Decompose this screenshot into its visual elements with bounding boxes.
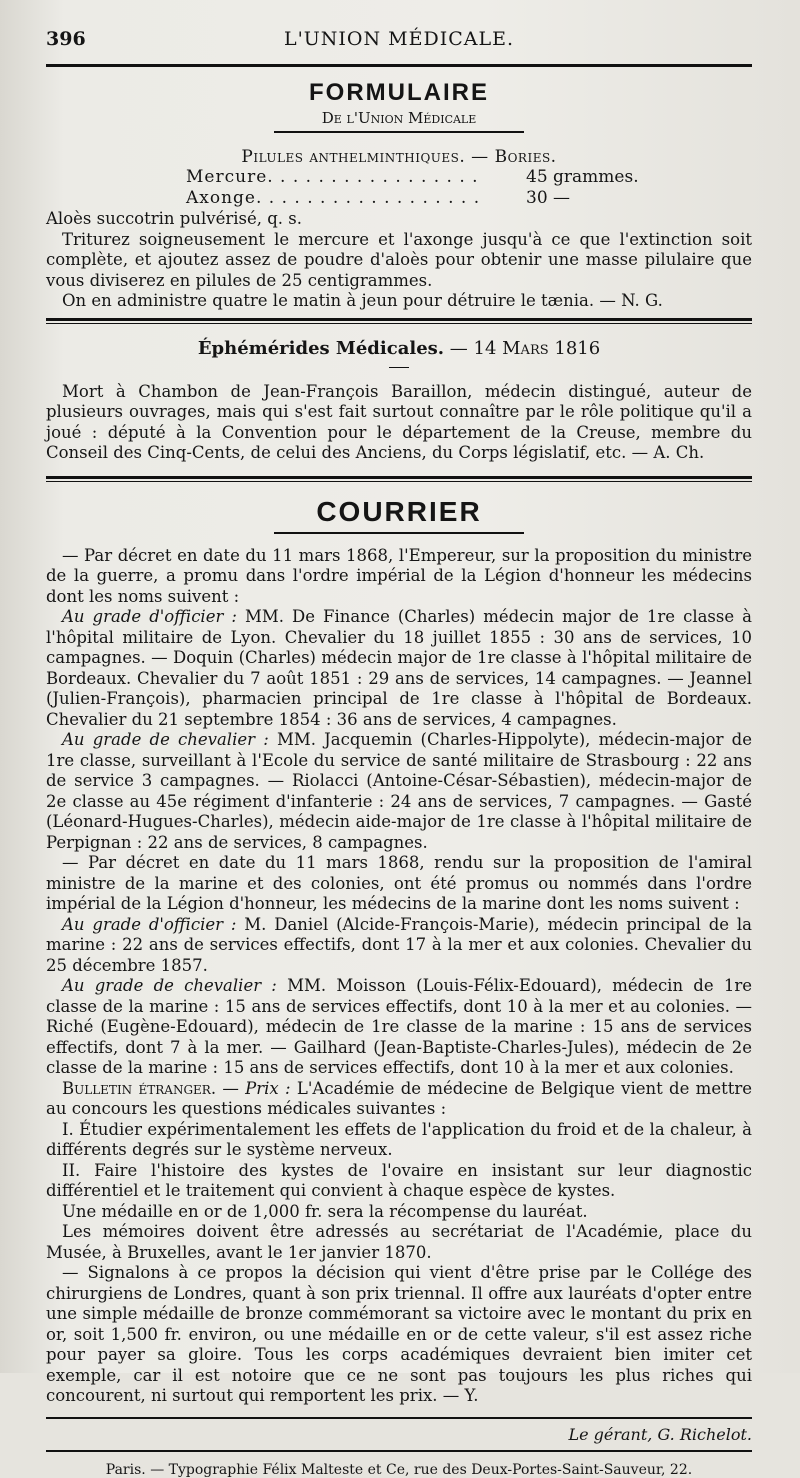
bulletin-text: L'Académie de médecine de Belgique vient de mettre au concours les questions médicales suivantes : [46, 1078, 753, 1118]
footer-rule [46, 1417, 752, 1419]
grade-text: M. Daniel (Alcide-François-Marie), médecin principal de la marine : 22 ans de services effectifs, dont 17 à la mer et aux colonies. Chevalier du 25 décembre 1857. [46, 914, 752, 975]
grade-label: Au grade d'officier : [62, 607, 237, 626]
decree2-chevalier [46, 976, 752, 1079]
question-2: II. Faire l'histoire des kystes de l'ovaire en insistant sur leur diagnostic différentiel et le traitement qui convient à chaque espèce de kystes. [46, 1160, 752, 1200]
formulaire-subtitle: De l'Union Médicale [321, 109, 477, 127]
imprint-line: Paris. — Typographie Félix Malteste et Ce, rue des Deux-Portes-Saint-Sauveur, 22. [105, 1461, 693, 1478]
formulaire-rule [274, 131, 524, 133]
decree1-chevalier [46, 730, 752, 853]
gerant-signature: Le gérant, G. Richelot. [568, 1424, 752, 1444]
formulaire-title: FORMULAIRE [309, 79, 489, 106]
ephemerides-date: — 14 Mars 1816 [449, 337, 601, 359]
aloes-line: Aloès succotrin pulvérisé, q. s. [46, 209, 302, 228]
decree2-intro: — Par décret en date du 11 mars 1868, rendu sur la proposition de l'amiral ministre de la marine et des colonies, ont été promus ou nommés dans l'ordre impérial de la Légion d'honneur, les médecins de la marine dont les noms suivent : [46, 853, 752, 913]
courrier-rule [274, 532, 524, 534]
courrier-title: COURRIER [316, 495, 482, 527]
ephemerides-heading [46, 338, 752, 359]
medal-text: Une médaille en or de 1,000 fr. sera la récompense du lauréat. [62, 1201, 588, 1221]
ingredient-row [186, 167, 666, 188]
recipe-title: Pilules anthelminthiques. — Bories. [241, 147, 557, 167]
bulletin-etranger [46, 1079, 752, 1120]
ingredient-qty: 45 grammes. [526, 167, 639, 187]
grade-label: Au grade d'officier : [62, 914, 237, 934]
bulletin-prix: — Prix : [222, 1078, 291, 1098]
page-number: 396 [46, 28, 86, 50]
ingredient-name: Axonge. . . . . . . . . . . . . . . . . . [186, 188, 481, 208]
grade-label: Au grade de chevalier : [62, 976, 277, 995]
ephemerides-dash [389, 367, 409, 368]
ingredient-row [186, 188, 666, 209]
signalons-text: — Signalons à ce propos la décision qui vient d'être prise par le Collége des chirurgiens de Londres, quant à son prix triennal. Il offre aux lauréats d'opter entre une simple médaille de bronze commémorant sa victoire avec le montant du prix en or, soit 1,500 fr. environ, ou une médaille en or de cette valeur, s'il est assez riche pour payer sa gloire. Tous les corps académiques devraient bien imiter cet exemple, car il est notoire que ce ne sont pas toujours les plus riches qui concourent, ni surtout qui remportent les prix. — Y. [46, 1263, 752, 1405]
ephemerides-title: Éphémérides Médicales. [197, 337, 445, 359]
decree1-intro: — Par décret en date du 11 mars 1868, l'Empereur, sur la proposition du ministre de la guerre, a promu dans l'ordre impérial de la Légion d'honneur les médecins dont les noms suivent : [46, 545, 752, 606]
bulletin-label: Bulletin étranger. [62, 1078, 217, 1098]
grade-text: MM. Jacquemin (Charles-Hippolyte), médecin-major de 1re classe, surveillant à l'Ecole du service de santé militaire de Strasbourg : 22 ans de service 3 campagnes. — Riolacci (Antoine-César-Sébastien), médecin-major de 2e classe au 45e régiment d'infanterie : 24 ans de services, 7 campagnes. — Gasté (Léonard-Hugues-Charles), médecin aide-major de 1re classe à l'hôpital militaire de Perpignan : 22 ans de services, 8 campagnes. [46, 730, 752, 852]
section-rule [46, 476, 752, 482]
grade-label: Au grade de chevalier : [62, 730, 269, 749]
grade-text: MM. Moisson (Louis-Félix-Edouard), médecin de 1re classe de la marine : 15 ans de services effectifs, dont 10 à la mer et au colonies. — Riché (Eugène-Edouard), médecin de 1re classe de la marine : 15 ans de services effectifs, dont 7 à la mer. — Gailhard (Jean-Baptiste-Charles-Jules), médecin de 2e classe de la marine : 15 ans de services effectifs, dont 10 à la mer et aux colonies. [46, 976, 752, 1077]
section-rule [46, 318, 752, 324]
recipe-instructions: Triturez soigneusement le mercure et l'axonge jusqu'à ce que l'extinction soit complète, et ajoutez assez de poudre d'aloès pour obtenir une masse pilulaire que vous diviserez en pilules de 25 centigrammes. [46, 229, 752, 290]
grade-text: MM. De Finance (Charles) médecin major de 1re classe à l'hôpital militaire de Lyon. Chevalier du 18 juillet 1855 : 30 ans de services, 10 campagnes. — Doquin (Charles) médecin major de 1re classe à l'hôpital militaire de Bordeaux. Chevalier du 7 août 1851 : 29 ans de services, 14 campagnes. — Jeannel (Julien-François), pharmacien principal de 1re classe à l'hôpital de Bordeaux. Chevalier du 21 septembre 1854 : 36 ans de services, 4 campagnes. [46, 607, 752, 729]
ingredient-qty: 30 — [526, 188, 571, 208]
decree2-officier [46, 915, 752, 977]
memoires-text: Les mémoires doivent être adressés au secrétariat de l'Académie, place du Musée, à Bruxelles, avant le 1er janvier 1870. [46, 1222, 752, 1262]
ingredient-name: Mercure. . . . . . . . . . . . . . . . . [186, 167, 479, 187]
question-1: I. Étudier expérimentalement les effets de l'application du froid et de la chaleur, à différents degrés sur le système nerveux. [46, 1119, 752, 1159]
imprint-rule [46, 1450, 752, 1452]
header-rule [46, 64, 752, 67]
running-head [46, 28, 752, 62]
ephemerides-text: Mort à Chambon de Jean-François Baraillon, médecin distingué, auteur de plusieurs ouvrages, mais qui s'est fait surtout connaître par le rôle politique qu'il a joué : député à la Convention pour le département de la Creuse, membre du Conseil des Cinq-Cents, de celui des Anciens, du Corps législatif, etc. — A. Ch. [46, 381, 752, 462]
journal-title: L'UNION MÉDICALE. [283, 28, 515, 50]
recipe-dosage: On en administre quatre le matin à jeun pour détruire le tænia. — N. G. [62, 291, 663, 310]
decree1-officier [46, 607, 752, 730]
